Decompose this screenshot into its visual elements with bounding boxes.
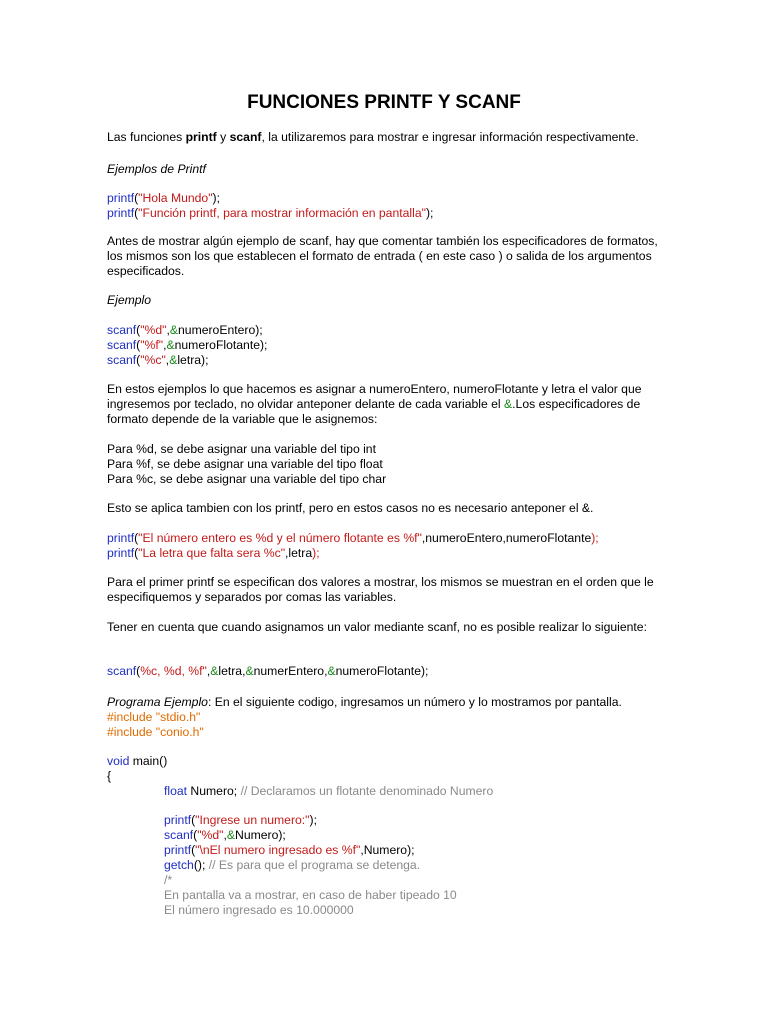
intro-scanf-bold: scanf	[229, 130, 262, 144]
list-item: Para %d, se debe asignar una variable del tipo int	[107, 442, 376, 456]
printf-examples-heading: Ejemplos de Printf	[107, 162, 206, 176]
code-line: void main()	[107, 754, 168, 768]
include-line: #include "conio.h"	[107, 725, 204, 739]
intro-paragraph	[107, 130, 667, 145]
also-printf-paragraph: Esto se aplica tambien con los printf, pero en estos casos no es necesario anteponer el &.	[107, 501, 594, 515]
include-line: #include "stdio.h"	[107, 710, 201, 724]
comment-line: En pantalla va a mostrar, en caso de haber tipeado 10	[164, 888, 457, 902]
code-line: printf("\nEl numero ingresado es %f",Numero);	[164, 843, 415, 857]
intro-text-post: , la utilizaremos para mostrar e ingresar información respectivamente.	[261, 130, 639, 144]
code-line: scanf("%d",&numeroEntero);	[107, 323, 263, 337]
page-title: FUNCIONES PRINTF Y SCANF	[247, 92, 521, 113]
main-declaration	[164, 784, 724, 799]
type-list	[107, 442, 667, 487]
scanf-examples-code	[107, 323, 667, 368]
code-line: float Numero; // Declaramos un flotante denominado Numero	[164, 784, 494, 798]
main-signature	[107, 754, 667, 784]
note-paragraph: Tener en cuenta que cuando asignamos un valor mediante scanf, no es posible realizar lo siguiente:	[107, 620, 647, 634]
code-line: printf("El número entero es %d y el número flotante es %f",numeroEntero,numeroFlotante);	[107, 531, 599, 545]
intro-text-mid: y	[216, 130, 230, 144]
list-item: Para %f, se debe asignar una variable del tipo float	[107, 457, 383, 471]
intro-text-pre: Las funciones	[107, 130, 186, 144]
printf-examples-code	[107, 191, 667, 221]
program-label: Programa Ejemplo	[107, 695, 208, 709]
order-paragraph: Para el primer printf se especifican dos valores a mostrar, los mismos se muestran en el orden que le especifiquemos y separados por comas las variables.	[107, 575, 654, 604]
code-line: printf("Función printf, para mostrar información en pantalla");	[107, 206, 434, 220]
code-line: printf("Hola Mundo");	[107, 191, 220, 205]
code-line: scanf(%c, %d, %f",&letra,&numerEntero,&numeroFlotante);	[107, 664, 429, 678]
code-line: printf("Ingrese un numero:");	[164, 813, 317, 827]
main-body-code	[164, 813, 724, 918]
scanf-example-heading: Ejemplo	[107, 293, 152, 307]
specifiers-paragraph: Antes de mostrar algún ejemplo de scanf, hay que comentar también los especificadores de formatos, los mismos son los que establecen el formato de entrada ( en este caso ) o salida de los argumentos especificados.	[107, 234, 658, 278]
printf-multi-code	[107, 531, 667, 561]
bad-example-code	[107, 664, 667, 679]
program-intro: Programa Ejemplo: En el siguiente codigo, ingresamos un número y lo mostramos por pantalla. #include "stdio.h" #include "conio.h"	[107, 695, 667, 740]
list-item: Para %c, se debe asignar una variable del tipo char	[107, 472, 387, 486]
code-line: scanf("%c",&letra);	[107, 353, 209, 367]
code-line: getch(); // Es para que el programa se detenga.	[164, 858, 421, 872]
intro-printf-bold: printf	[185, 130, 217, 144]
comment-line: El número ingresado es 10.000000	[164, 903, 354, 917]
code-line: {	[107, 769, 112, 783]
ampersand-highlight: &	[504, 397, 513, 411]
code-line: scanf("%d",&Numero);	[164, 828, 286, 842]
code-line: printf("La letra que falta sera %c",letra);	[107, 546, 320, 560]
code-line: scanf("%f",&numeroFlotante);	[107, 338, 268, 352]
explain-paragraph: En estos ejemplos lo que hacemos es asignar a numeroEntero, numeroFlotante y letra el valor que ingresemos por teclado, no olvidar anteponer delante de cada variable el &.Los especificadores de formato depende de la variable que le asignemos:	[107, 382, 642, 426]
comment-line: /*	[164, 873, 173, 887]
